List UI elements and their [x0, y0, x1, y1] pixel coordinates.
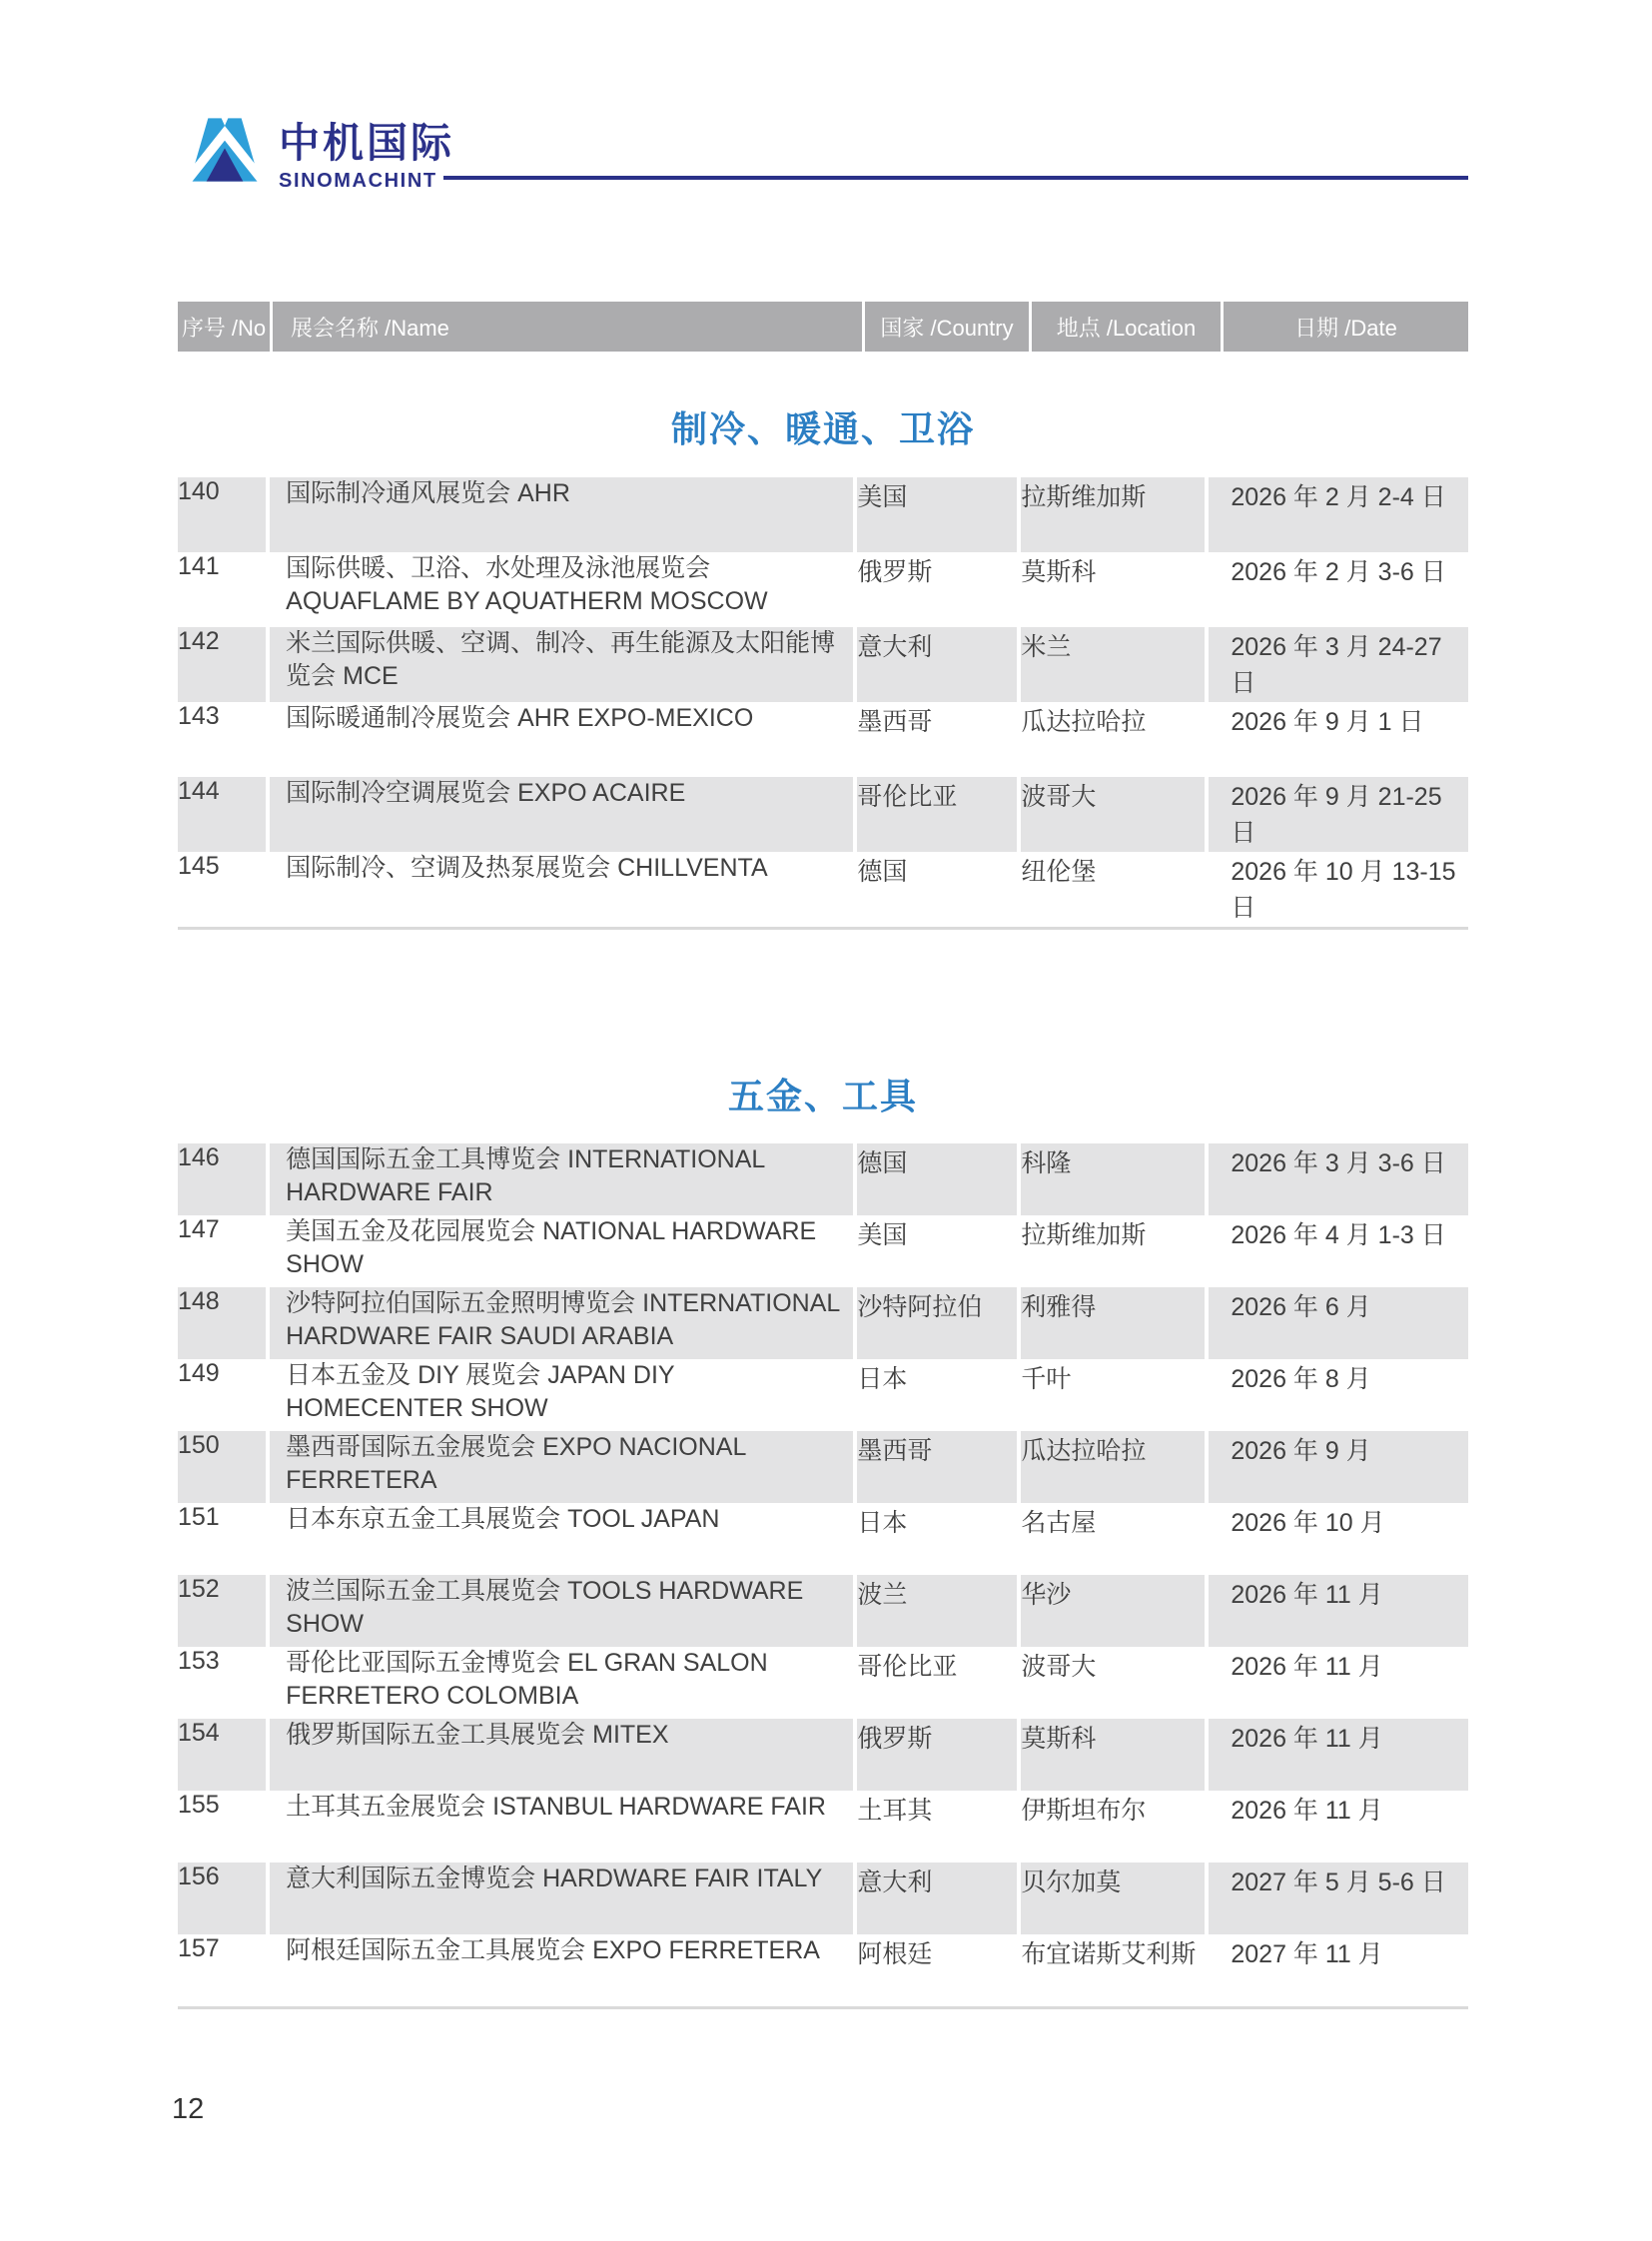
row-no: 149	[178, 1359, 220, 1387]
row-country: 意大利	[853, 1863, 1017, 1934]
table-row	[178, 1719, 1468, 1791]
row-no: 150	[178, 1431, 220, 1459]
row-date: 2026 年 4 月 1-3 日	[1205, 1215, 1468, 1287]
section-title-hardware-tools: 五金、工具	[727, 1076, 918, 1117]
row-name-zh: 国际制冷空调展览会	[286, 779, 511, 807]
row-name-en: INTERNATIONAL HARDWARE FAIR SAUDI ARABIA	[286, 1289, 840, 1350]
table-row	[178, 1431, 1468, 1503]
table-row	[178, 1215, 1468, 1287]
row-date: 2027 年 5 月 5-6 日	[1205, 1863, 1468, 1934]
row-location: 波哥大	[1017, 777, 1205, 852]
row-name-en: MCE	[343, 662, 399, 690]
row-date: 2026 年 10 月 13-15 日	[1205, 852, 1468, 927]
row-name-en: EL GRAN SALON FERRETERO COLOMBIA	[286, 1649, 768, 1710]
row-country: 沙特阿拉伯	[853, 1287, 1017, 1359]
row-location: 莫斯科	[1017, 552, 1205, 627]
row-country: 哥伦比亚	[853, 1647, 1017, 1719]
row-name	[266, 1431, 853, 1503]
section-title-hvac: 制冷、暖通、卫浴	[670, 408, 975, 449]
row-name-en: HARDWARE FAIR ITALY	[542, 1865, 823, 1892]
row-country: 日本	[853, 1503, 1017, 1575]
row-country: 美国	[853, 1215, 1017, 1287]
row-country: 土耳其	[853, 1791, 1017, 1863]
row-no: 154	[178, 1719, 220, 1747]
row-no: 148	[178, 1287, 220, 1315]
table-header-row	[178, 302, 1468, 352]
row-name	[266, 627, 853, 702]
logo-text	[279, 120, 454, 192]
row-date: 2026 年 9 月 1 日	[1205, 702, 1468, 777]
row-no: 153	[178, 1647, 220, 1675]
row-date: 2026 年 2 月 2-4 日	[1205, 477, 1468, 552]
row-location: 纽伦堡	[1017, 852, 1205, 927]
row-no: 155	[178, 1791, 220, 1819]
row-date: 2026 年 11 月	[1205, 1647, 1468, 1719]
table-row	[178, 1791, 1468, 1863]
logo-name-zh: 中机国际	[279, 120, 454, 166]
table-row	[178, 1503, 1468, 1575]
row-date: 2026 年 2 月 3-6 日	[1205, 552, 1468, 627]
row-name-zh: 土耳其五金展览会	[286, 1793, 486, 1821]
row-name	[266, 477, 853, 552]
row-name-zh: 阿根廷国际五金工具展览会	[286, 1936, 586, 1964]
row-date: 2026 年 9 月 21-25 日	[1205, 777, 1468, 852]
row-location: 瓜达拉哈拉	[1017, 702, 1205, 777]
row-name	[266, 1503, 853, 1575]
row-no: 144	[178, 777, 220, 805]
row-name	[266, 777, 853, 852]
row-no: 152	[178, 1575, 220, 1603]
column-header-name: 展会名称 /Name	[270, 302, 862, 352]
row-name	[266, 1863, 853, 1934]
row-location: 莫斯科	[1017, 1719, 1205, 1791]
row-date: 2026 年 11 月	[1205, 1719, 1468, 1791]
row-location: 布宜诺斯艾利斯	[1017, 1934, 1205, 2006]
row-name-zh: 米兰国际供暖、空调、制冷、再生能源及太阳能博览会	[286, 629, 836, 690]
row-name-zh: 德国国际五金工具博览会	[286, 1145, 561, 1173]
row-location: 贝尔加莫	[1017, 1863, 1205, 1934]
row-name	[266, 1215, 853, 1287]
row-country: 墨西哥	[853, 702, 1017, 777]
row-name-zh: 意大利国际五金博览会	[286, 1865, 536, 1892]
table-row	[178, 777, 1468, 852]
row-location: 名古屋	[1017, 1503, 1205, 1575]
row-date: 2026 年 10 月	[1205, 1503, 1468, 1575]
row-country: 阿根廷	[853, 1934, 1017, 2006]
row-date: 2027 年 11 月	[1205, 1934, 1468, 2006]
row-name-zh: 国际制冷、空调及热泵展览会	[286, 854, 611, 882]
row-name	[266, 852, 853, 927]
row-location: 伊斯坦布尔	[1017, 1791, 1205, 1863]
column-header-location: 地点 /Location	[1029, 302, 1221, 352]
row-name	[266, 1359, 853, 1431]
row-location: 瓜达拉哈拉	[1017, 1431, 1205, 1503]
row-no: 156	[178, 1863, 220, 1890]
row-name	[266, 1575, 853, 1647]
column-header-country: 国家 /Country	[862, 302, 1029, 352]
row-no: 151	[178, 1503, 220, 1531]
row-name-zh: 俄罗斯国际五金工具展览会	[286, 1721, 586, 1749]
row-name-zh: 国际制冷通风展览会	[286, 479, 511, 507]
row-name	[266, 1647, 853, 1719]
row-name-en: AHR	[517, 479, 570, 507]
row-date: 2026 年 8 月	[1205, 1359, 1468, 1431]
table-row	[178, 1287, 1468, 1359]
row-name-en: TOOL JAPAN	[567, 1505, 720, 1533]
table-row	[178, 702, 1468, 777]
row-name-zh: 日本东京五金工具展览会	[286, 1505, 561, 1533]
row-name-en: ISTANBUL HARDWARE FAIR	[492, 1793, 826, 1821]
row-name-zh: 墨西哥国际五金展览会	[286, 1433, 536, 1461]
row-name-en: AHR EXPO-MEXICO	[517, 704, 754, 732]
logo	[183, 115, 454, 191]
page-number: 12	[172, 2093, 205, 2125]
row-name	[266, 1791, 853, 1863]
row-no: 157	[178, 1934, 220, 1962]
row-location: 华沙	[1017, 1575, 1205, 1647]
row-name-zh: 日本五金及 DIY 展览会	[286, 1361, 541, 1389]
header-rule	[443, 176, 1468, 180]
row-name-en: CHILLVENTA	[617, 854, 768, 882]
row-country: 美国	[853, 477, 1017, 552]
row-name-zh: 国际暖通制冷展览会	[286, 704, 511, 732]
table-row	[178, 552, 1468, 627]
row-name-en: EXPO ACAIRE	[517, 779, 686, 807]
row-name-en: EXPO NACIONAL FERRETERA	[286, 1433, 746, 1494]
row-name	[266, 1719, 853, 1791]
row-no: 145	[178, 852, 220, 880]
table-row	[178, 1934, 1468, 2006]
row-country: 俄罗斯	[853, 1719, 1017, 1791]
row-name-en: JAPAN DIY HOMECENTER SHOW	[286, 1361, 675, 1422]
row-no: 146	[178, 1143, 220, 1171]
row-country: 德国	[853, 852, 1017, 927]
row-name	[266, 702, 853, 777]
row-location: 拉斯维加斯	[1017, 1215, 1205, 1287]
exhibition-table-hvac	[178, 477, 1468, 930]
mountain-logo-icon	[183, 115, 267, 185]
row-name-en: EXPO FERRETERA	[592, 1936, 820, 1964]
table-row	[178, 477, 1468, 552]
logo-name-en: SINOMACHINT	[279, 170, 437, 192]
row-date: 2026 年 3 月 3-6 日	[1205, 1143, 1468, 1215]
row-country: 俄罗斯	[853, 552, 1017, 627]
row-date: 2026 年 11 月	[1205, 1791, 1468, 1863]
row-name-zh: 沙特阿拉伯国际五金照明博览会	[286, 1289, 636, 1317]
row-country: 墨西哥	[853, 1431, 1017, 1503]
row-no: 142	[178, 627, 220, 655]
row-name-en: INTERNATIONAL HARDWARE FAIR	[286, 1145, 765, 1206]
row-name-en: TOOLS HARDWARE SHOW	[286, 1577, 804, 1638]
table-row	[178, 1575, 1468, 1647]
row-name-en: NATIONAL HARDWARE SHOW	[286, 1217, 817, 1278]
row-date: 2026 年 6 月	[1205, 1287, 1468, 1359]
row-location: 拉斯维加斯	[1017, 477, 1205, 552]
row-country: 意大利	[853, 627, 1017, 702]
row-name-zh: 哥伦比亚国际五金博览会	[286, 1649, 561, 1677]
exhibition-table-hardware	[178, 1143, 1468, 2009]
row-location: 波哥大	[1017, 1647, 1205, 1719]
row-date: 2026 年 11 月	[1205, 1575, 1468, 1647]
row-country: 日本	[853, 1359, 1017, 1431]
table-row	[178, 1647, 1468, 1719]
table-row	[178, 1359, 1468, 1431]
row-name-zh: 波兰国际五金工具展览会	[286, 1577, 561, 1605]
row-no: 143	[178, 702, 220, 730]
row-location: 科隆	[1017, 1143, 1205, 1215]
row-no: 140	[178, 477, 220, 505]
table-row	[178, 627, 1468, 702]
column-header-no: 序号 /No	[181, 315, 267, 341]
table-row	[178, 1863, 1468, 1934]
row-country: 德国	[853, 1143, 1017, 1215]
row-location: 利雅得	[1017, 1287, 1205, 1359]
row-name-en: AQUAFLAME BY AQUATHERM MOSCOW	[286, 587, 768, 615]
row-name	[266, 1143, 853, 1215]
row-name-zh: 国际供暖、卫浴、水处理及泳池展览会	[286, 554, 711, 582]
row-name	[266, 1287, 853, 1359]
row-date: 2026 年 3 月 24-27 日	[1205, 627, 1468, 702]
row-name	[266, 1934, 853, 2006]
row-no: 147	[178, 1215, 220, 1243]
row-name	[266, 552, 853, 627]
row-location: 米兰	[1017, 627, 1205, 702]
table-row	[178, 852, 1468, 927]
row-country: 波兰	[853, 1575, 1017, 1647]
row-location: 千叶	[1017, 1359, 1205, 1431]
row-name-en: MITEX	[592, 1721, 669, 1749]
column-header-date: 日期 /Date	[1221, 302, 1468, 352]
row-country: 哥伦比亚	[853, 777, 1017, 852]
table-row	[178, 1143, 1468, 1215]
row-date: 2026 年 9 月	[1205, 1431, 1468, 1503]
row-name-zh: 美国五金及花园展览会	[286, 1217, 536, 1245]
row-no: 141	[178, 552, 220, 580]
